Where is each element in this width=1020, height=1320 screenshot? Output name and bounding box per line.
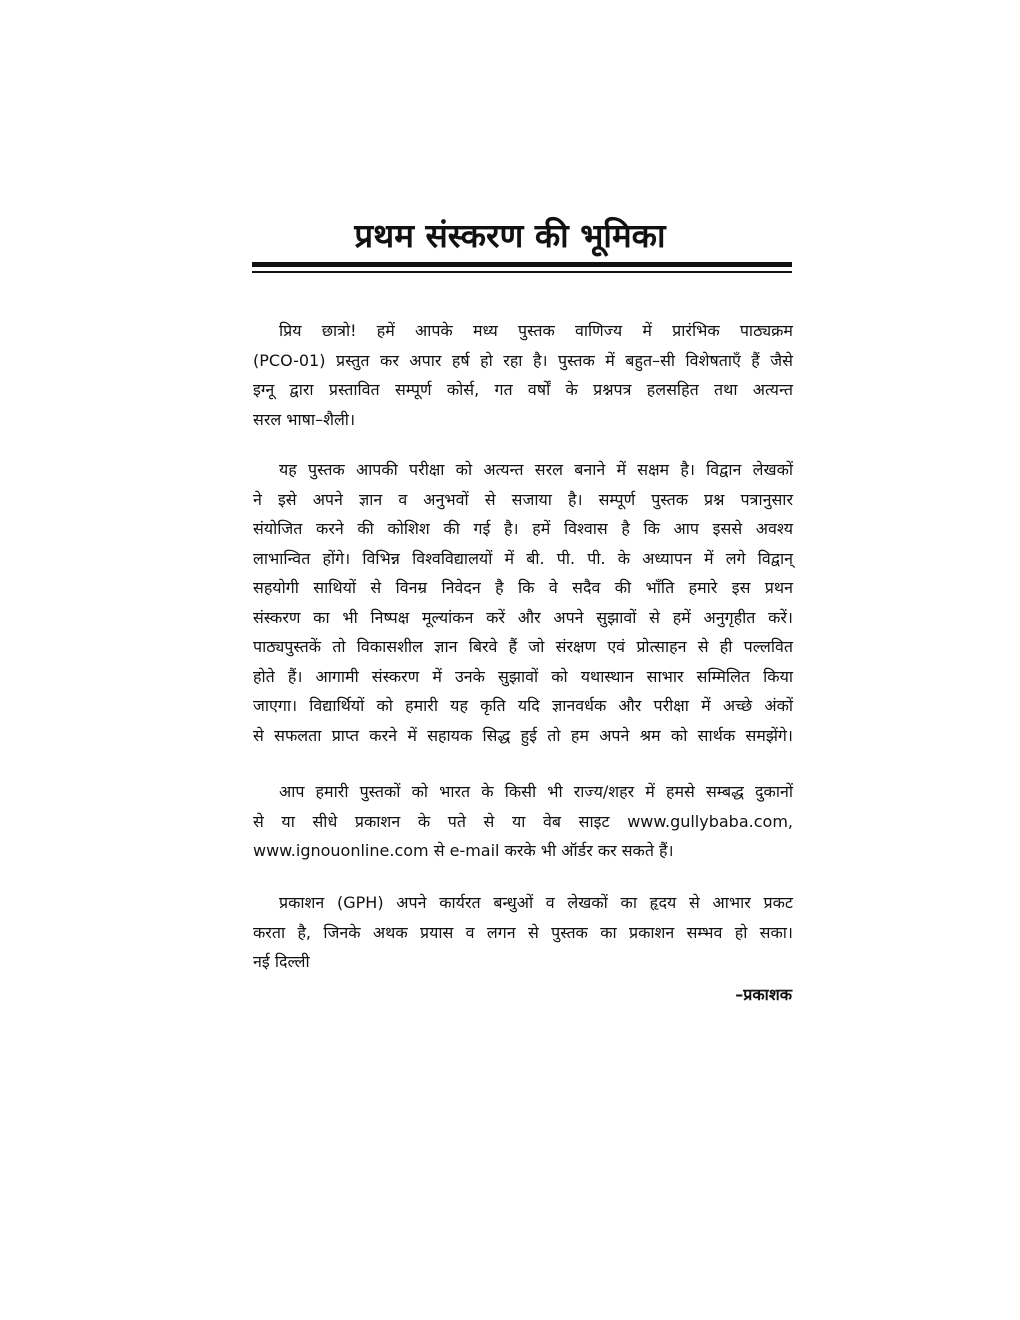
title-rule-thick (252, 262, 792, 267)
text-line: संयोजित करने की कोशिश की गई है। हमें विश्वास है कि आप इससे अवश्य (253, 519, 793, 538)
text-line: होते हैं। आगामी संस्करण में उनके सुझावों को यथास्थान साभार सम्मिलित किया (253, 666, 793, 686)
title-rule-thin (252, 271, 792, 273)
paragraph-intro (253, 316, 793, 434)
text-line: सरल भाषा–शैली। (253, 409, 356, 429)
text-line: प्रिय छात्रो! हमें आपके मध्य पुस्तक वाणिज्य में प्रारंभिक पाठ्यक्रम (279, 321, 793, 340)
text-line: ने इसे अपने ज्ञान व अनुभवों से सजाया है। सम्पूर्ण पुस्तक प्रश्न पत्रानुसार (253, 489, 793, 509)
text-line: करता है, जिनके अथक प्रयास व लगन से पुस्तक का प्रकाशन सम्भव हो सका। (253, 922, 793, 942)
text-line: सहयोगी साथियों से विनम्र निवेदन है कि वे सदैव की भाँति हमारे इस प्रथन (253, 578, 793, 597)
text-line: से या सीधे प्रकाशन के पते से या वेब साइट www.gullybaba.com, (253, 811, 793, 831)
place-line: नई दिल्ली (253, 952, 310, 971)
publisher-signature: –प्रकाशक (735, 985, 792, 1004)
paragraph-acknowledgement (253, 888, 793, 977)
paragraph-book-description (253, 455, 793, 750)
text-line: इग्नू द्वारा प्रस्तावित सम्पूर्ण कोर्स, गत वर्षों के प्रश्नपत्र हलसहित तथा अत्यन्त (253, 380, 793, 399)
text-line: संस्करण का भी निष्पक्ष मूल्यांकन करें और अपने सुझावों से हमें अनुगृहीत करें। (253, 607, 793, 627)
text-line: (PCO-01) प्रस्तुत कर अपार हर्ष हो रहा है। पुस्तक में बहुत–सी विशेषताएँ हैं जैसे (253, 350, 793, 370)
page-title: प्रथम संस्करण की भूमिका (354, 216, 666, 255)
text-line: यह पुस्तक आपकी परीक्षा को अत्यन्त सरल बनाने में सक्षम है। विद्वान लेखकों (279, 460, 793, 479)
text-line: पाठ्यपुस्तकें तो विकासशील ज्ञान बिरवे हैं जो संरक्षण एवं प्रोत्साहन से ही पल्लवित (253, 637, 793, 656)
paragraph-availability (253, 777, 793, 866)
text-line: जाएगा। विद्यार्थियों को हमारी यह कृति यदि ज्ञानवर्धक और परीक्षा में अच्छे अंकों (253, 696, 793, 715)
text-line: आप हमारी पुस्तकों को भारत के किसी भी राज्य/शहर में हमसे सम्बद्ध दुकानों (279, 782, 793, 801)
text-line: लाभान्वित होंगे। विभिन्न विश्वविद्यालयों में बी. पी. पी. के अध्यापन में लगे विद्वान् (253, 548, 793, 568)
text-line: www.ignouonline.com से e-mail करके भी ऑर्डर कर सकते हैं। (253, 841, 674, 860)
text-line: से सफलता प्राप्त करने में सहायक सिद्ध हुई तो हम अपने श्रम को सार्थक समझेंगे। (253, 725, 793, 745)
text-line: प्रकाशन (GPH) अपने कार्यरत बन्धुओं व लेखकों का हृदय से आभार प्रकट (279, 893, 793, 912)
